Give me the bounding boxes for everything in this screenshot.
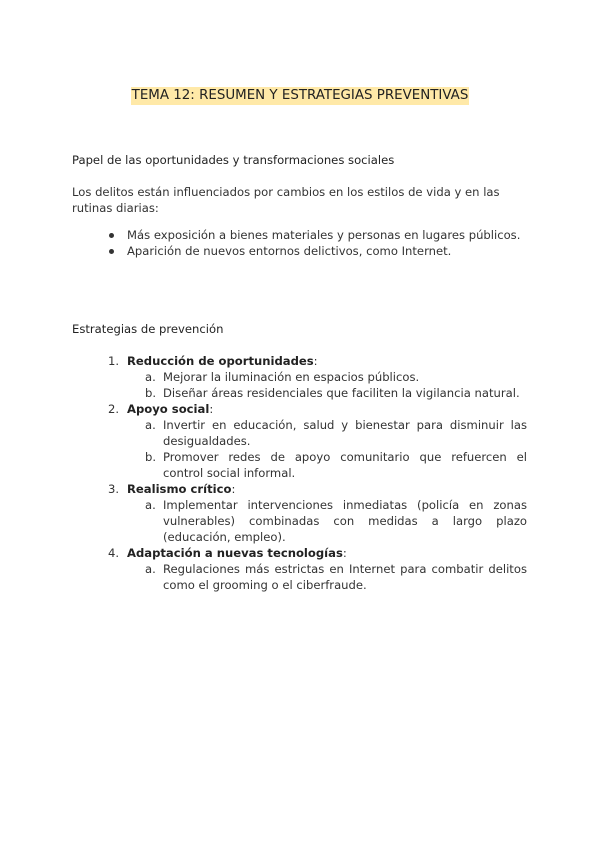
sub-letter: a.: [145, 498, 156, 512]
item-number: 3.: [108, 482, 120, 496]
sub-text: Diseñar áreas residenciales que faciliten la vigilancia natural.: [163, 386, 520, 400]
strategy-item: [72, 545, 527, 593]
sub-letter: a.: [145, 370, 156, 384]
sub-text: Promover redes de apoyo comunitario que refuercen el control social informal.: [163, 450, 527, 480]
sub-list: [127, 369, 527, 401]
sub-text: Implementar intervenciones inmediatas (policía en zonas vulnerables) combinadas con medidas a largo plazo (educación, empleo).: [163, 498, 527, 544]
section-heading-estrategias: Estrategias de prevención: [72, 322, 224, 336]
section-heading-oportunidades: Papel de las oportunidades y transformaciones sociales: [72, 153, 395, 167]
title-colon: :: [231, 482, 236, 496]
sub-letter: b.: [145, 386, 157, 400]
sub-text: Invertir en educación, salud y bienestar para disminuir las desigualdades.: [163, 418, 527, 448]
strategy-title: Reducción de oportunidades: [127, 354, 314, 368]
strategy-title: Adaptación a nuevas tecnologías: [127, 546, 343, 560]
strategy-title: Realismo crítico: [127, 482, 232, 496]
strategy-item: [72, 401, 527, 481]
title-colon: :: [342, 546, 347, 560]
item-number: 1.: [108, 354, 120, 368]
sub-item: [127, 497, 527, 545]
sub-letter: b.: [145, 450, 157, 464]
sub-item: [127, 561, 527, 593]
strategy-title: Apoyo social: [127, 402, 210, 416]
sub-list: [127, 561, 527, 593]
bullet-item: Aparición de nuevos entornos delictivos, como Internet.: [72, 243, 527, 259]
sub-item: [127, 449, 527, 481]
sub-text: Mejorar la iluminación en espacios públicos.: [163, 370, 420, 384]
bullet-list: [72, 227, 527, 259]
strategy-item: [72, 353, 527, 401]
sub-letter: a.: [145, 418, 156, 432]
bullet-item: Más exposición a bienes materiales y personas en lugares públicos.: [72, 227, 527, 243]
sub-letter: a.: [145, 562, 156, 576]
sub-item: [127, 369, 527, 385]
page-title: TEMA 12: RESUMEN Y ESTRATEGIAS PREVENTIVAS: [131, 88, 469, 103]
sub-text: Regulaciones más estrictas en Internet para combatir delitos como el grooming o el ciberfraude.: [163, 562, 527, 592]
title-wrapper: [0, 84, 600, 105]
title-colon: :: [209, 402, 214, 416]
strategies-list: [72, 353, 527, 593]
sub-item: [127, 385, 527, 401]
intro-paragraph: Los delitos están influenciados por cambios en los estilos de vida y en las rutinas diarias:: [72, 185, 500, 215]
title-colon: :: [313, 354, 318, 368]
sub-list: [127, 417, 527, 481]
strategy-item: [72, 481, 527, 545]
item-number: 2.: [108, 402, 120, 416]
item-number: 4.: [108, 546, 120, 560]
sub-list: [127, 497, 527, 545]
sub-item: [127, 417, 527, 449]
